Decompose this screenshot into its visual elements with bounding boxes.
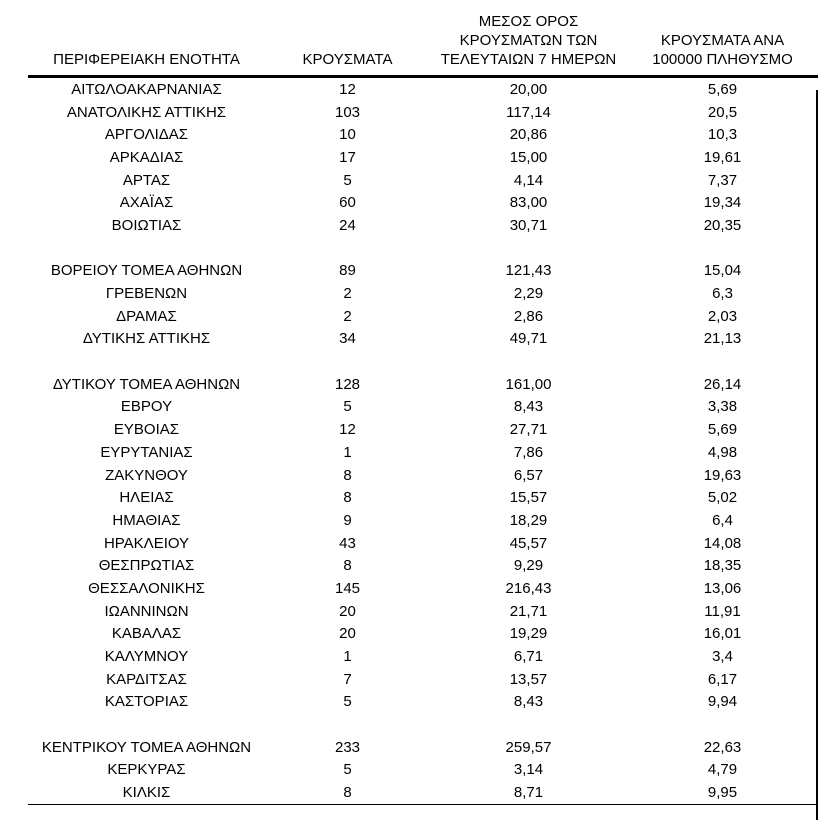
cell-per-100k: 26,14 [703, 375, 742, 393]
cell-region: ΕΒΡΟΥ [120, 398, 173, 416]
cell-cases: 20 [339, 625, 356, 643]
cell-cases: 233 [334, 738, 361, 756]
cell-cases: 1 [343, 648, 352, 666]
table-row [28, 577, 818, 600]
cell-avg-7day: 18,29 [509, 511, 548, 529]
table-row [28, 668, 818, 691]
cell-avg-7day: 9,29 [513, 557, 544, 575]
header-avg-7day [430, 12, 627, 77]
cell-avg-7day: 4,14 [513, 171, 544, 189]
cell-avg-7day: 45,57 [509, 534, 548, 552]
cell-region: ΔΥΤΙΚΟΥ ΤΟΜΕΑ ΑΘΗΝΩΝ [52, 375, 241, 393]
cell-cases: 24 [339, 216, 356, 234]
cell-per-100k [627, 713, 818, 736]
cell-avg-7day: 6,71 [513, 648, 544, 666]
cell-per-100k: 7,37 [707, 171, 738, 189]
cell-cases: 43 [339, 534, 356, 552]
cell-region: ΔΥΤΙΚΗΣ ΑΤΤΙΚΗΣ [82, 330, 211, 348]
cell-avg-7day: 15,00 [509, 148, 548, 166]
table-row [28, 123, 818, 146]
cell-cases [265, 350, 430, 373]
table-row [28, 373, 818, 396]
table-row [28, 191, 818, 214]
cell-cases [265, 237, 430, 260]
table-row [28, 509, 818, 532]
cell-avg-7day: 49,71 [509, 330, 548, 348]
cell-cases: 5 [343, 693, 352, 711]
table-row [28, 736, 818, 759]
cell-cases: 5 [343, 398, 352, 416]
header-region: ΠΕΡΙΦΕΡΕΙΑΚΗ ΕΝΟΤΗΤΑ [28, 12, 265, 77]
cell-avg-7day: 121,43 [505, 262, 552, 280]
table-row [28, 101, 818, 124]
cell-avg-7day: 7,86 [513, 443, 544, 461]
cell-per-100k: 19,61 [703, 148, 742, 166]
cell-avg-7day: 2,86 [513, 307, 544, 325]
header-per-100k [627, 12, 818, 77]
cell-region: ΒΟΙΩΤΙΑΣ [111, 216, 182, 234]
cell-cases: 12 [339, 421, 356, 439]
cell-avg-7day: 30,71 [509, 216, 548, 234]
cell-cases: 12 [339, 80, 356, 98]
table-row [28, 759, 818, 782]
header-row [28, 12, 818, 77]
spacer-row [28, 237, 818, 260]
cell-region: ΑΧΑΪΑΣ [119, 194, 174, 212]
cell-per-100k: 20,5 [707, 103, 738, 121]
cell-cases: 1 [343, 443, 352, 461]
cell-cases: 5 [343, 761, 352, 779]
cell-per-100k: 19,63 [703, 466, 742, 484]
cell-region: ΚΑΛΥΜΝΟΥ [104, 648, 189, 666]
cell-cases: 17 [339, 148, 356, 166]
cell-cases: 103 [334, 103, 361, 121]
cell-cases: 8 [343, 489, 352, 507]
cell-avg-7day: 21,71 [509, 602, 548, 620]
table-row [28, 418, 818, 441]
cell-cases: 5 [343, 171, 352, 189]
spacer-row [28, 713, 818, 736]
cell-avg-7day: 8,71 [513, 784, 544, 802]
table-row [28, 554, 818, 577]
cell-per-100k: 20,35 [703, 216, 742, 234]
cell-per-100k: 2,03 [707, 307, 738, 325]
cell-cases: 2 [343, 285, 352, 303]
cell-per-100k: 5,69 [707, 421, 738, 439]
cell-region [28, 713, 265, 736]
cell-cases: 128 [334, 375, 361, 393]
table-row [28, 600, 818, 623]
cell-region: ΚΙΛΚΙΣ [122, 784, 171, 802]
table-row [28, 691, 818, 714]
cell-region: ΘΕΣΠΡΩΤΙΑΣ [98, 557, 195, 575]
cell-avg-7day: 259,57 [505, 738, 552, 756]
cell-per-100k: 5,02 [707, 489, 738, 507]
cell-avg-7day: 27,71 [509, 421, 548, 439]
cell-per-100k: 9,94 [707, 693, 738, 711]
cell-region: ΑΡΚΑΔΙΑΣ [109, 148, 184, 166]
cell-region: ΙΩΑΝΝΙΝΩΝ [104, 602, 189, 620]
cell-region: ΚΑΒΑΛΑΣ [111, 625, 182, 643]
table-row [28, 214, 818, 237]
cell-region: ΑΡΓΟΛΙΔΑΣ [104, 126, 189, 144]
cell-avg-7day: 20,86 [509, 126, 548, 144]
cell-per-100k: 16,01 [703, 625, 742, 643]
cell-per-100k: 11,91 [704, 602, 741, 620]
header-per-100k-line2: 100000 ΠΛΗΘΥΣΜΟ [652, 51, 793, 68]
cell-region: ΚΑΡΔΙΤΣΑΣ [106, 670, 187, 688]
cases-table [28, 12, 818, 805]
table-body [28, 77, 818, 805]
cell-region: ΒΟΡΕΙΟΥ ΤΟΜΕΑ ΑΘΗΝΩΝ [50, 262, 243, 280]
cell-cases: 8 [343, 466, 352, 484]
cell-cases: 2 [343, 307, 352, 325]
header-per-100k-line1: ΚΡΟΥΣΜΑΤΑ ΑΝΑ [660, 32, 785, 49]
header-cases: ΚΡΟΥΣΜΑΤΑ [265, 12, 430, 77]
cell-per-100k: 13,06 [703, 579, 742, 597]
header-avg-7day-line1: ΜΕΣΟΣ ΟΡΟΣ [478, 13, 579, 30]
table-row [28, 781, 818, 804]
cell-avg-7day [430, 713, 627, 736]
cell-region: ΕΥΒΟΙΑΣ [113, 421, 180, 439]
cell-avg-7day: 8,43 [513, 398, 544, 416]
cell-per-100k: 3,38 [707, 398, 738, 416]
header-avg-7day-line2: ΚΡΟΥΣΜΑΤΩΝ ΤΩΝ [459, 32, 598, 49]
cell-region: ΚΕΝΤΡΙΚΟΥ ΤΟΜΕΑ ΑΘΗΝΩΝ [41, 738, 252, 756]
cell-cases [265, 713, 430, 736]
cell-avg-7day: 6,57 [513, 466, 544, 484]
cell-avg-7day [430, 237, 627, 260]
cell-avg-7day: 15,57 [509, 489, 548, 507]
cell-region: ΕΥΡΥΤΑΝΙΑΣ [100, 443, 193, 461]
table-row [28, 282, 818, 305]
table-row [28, 146, 818, 169]
cell-avg-7day: 117,14 [506, 103, 551, 121]
cell-avg-7day: 13,57 [509, 670, 548, 688]
cell-avg-7day: 3,14 [513, 761, 544, 779]
cell-avg-7day: 20,00 [509, 80, 548, 98]
cell-per-100k: 6,17 [707, 670, 738, 688]
header-avg-7day-line3: ΤΕΛΕΥΤΑΙΩΝ 7 ΗΜΕΡΩΝ [440, 51, 617, 68]
cell-per-100k: 5,69 [707, 80, 738, 98]
table-row [28, 486, 818, 509]
cell-per-100k: 14,08 [703, 534, 742, 552]
table-row [28, 77, 818, 101]
cell-cases: 20 [339, 602, 356, 620]
cell-per-100k: 10,3 [707, 126, 738, 144]
cell-cases: 145 [334, 579, 361, 597]
cell-cases: 60 [339, 194, 356, 212]
cell-avg-7day: 2,29 [513, 285, 544, 303]
cell-cases: 7 [343, 670, 352, 688]
cell-region: ΑΡΤΑΣ [122, 171, 171, 189]
cell-avg-7day: 19,29 [509, 625, 548, 643]
cell-region: ΔΡΑΜΑΣ [116, 307, 177, 325]
table-row [28, 260, 818, 283]
cell-cases: 89 [339, 262, 356, 280]
cell-per-100k: 18,35 [703, 557, 742, 575]
cell-per-100k: 19,34 [703, 194, 742, 212]
cell-region: ΑΙΤΩΛΟΑΚΑΡΝΑΝΙΑΣ [71, 80, 222, 98]
cell-per-100k [627, 350, 818, 373]
cell-region [28, 237, 265, 260]
cell-cases: 8 [343, 784, 352, 802]
cell-region: ΗΛΕΙΑΣ [119, 489, 174, 507]
cell-region: ΚΑΣΤΟΡΙΑΣ [104, 693, 189, 711]
cell-per-100k: 21,13 [703, 330, 742, 348]
cell-region: ΗΜΑΘΙΑΣ [112, 511, 181, 529]
cell-per-100k [627, 237, 818, 260]
cell-per-100k: 4,79 [707, 761, 738, 779]
table-row [28, 396, 818, 419]
cell-region: ΑΝΑΤΟΛΙΚΗΣ ΑΤΤΙΚΗΣ [66, 103, 227, 121]
table-row [28, 305, 818, 328]
report-page [0, 12, 824, 820]
cell-per-100k: 22,63 [703, 738, 742, 756]
cell-avg-7day: 216,43 [505, 579, 552, 597]
table-row [28, 441, 818, 464]
cell-per-100k: 6,3 [712, 285, 733, 303]
cell-avg-7day: 8,43 [513, 693, 544, 711]
table-row [28, 645, 818, 668]
cell-per-100k: 9,95 [707, 784, 738, 802]
cell-region: ΖΑΚΥΝΘΟΥ [105, 466, 188, 484]
spacer-row [28, 350, 818, 373]
cell-cases: 10 [339, 126, 356, 144]
cell-avg-7day [430, 350, 627, 373]
cell-per-100k: 15,04 [703, 262, 742, 280]
cell-avg-7day: 83,00 [509, 194, 548, 212]
table-header [28, 12, 818, 77]
cell-region [28, 350, 265, 373]
cell-cases: 9 [343, 511, 352, 529]
cell-per-100k: 3,4 [712, 648, 733, 666]
table-row [28, 464, 818, 487]
cell-region: ΘΕΣΣΑΛΟΝΙΚΗΣ [88, 579, 205, 597]
table-row [28, 532, 818, 555]
cell-region: ΗΡΑΚΛΕΙΟΥ [103, 534, 190, 552]
cell-per-100k: 6,4 [712, 511, 733, 529]
table-row [28, 623, 818, 646]
cell-avg-7day: 161,00 [505, 375, 552, 393]
table-row [28, 328, 818, 351]
cell-region: ΚΕΡΚΥΡΑΣ [107, 761, 186, 779]
cell-cases: 8 [343, 557, 352, 575]
table-row [28, 169, 818, 192]
cell-per-100k: 4,98 [707, 443, 738, 461]
cell-region: ΓΡΕΒΕΝΩΝ [105, 285, 188, 303]
cell-cases: 34 [339, 330, 356, 348]
page-right-border [816, 90, 818, 820]
